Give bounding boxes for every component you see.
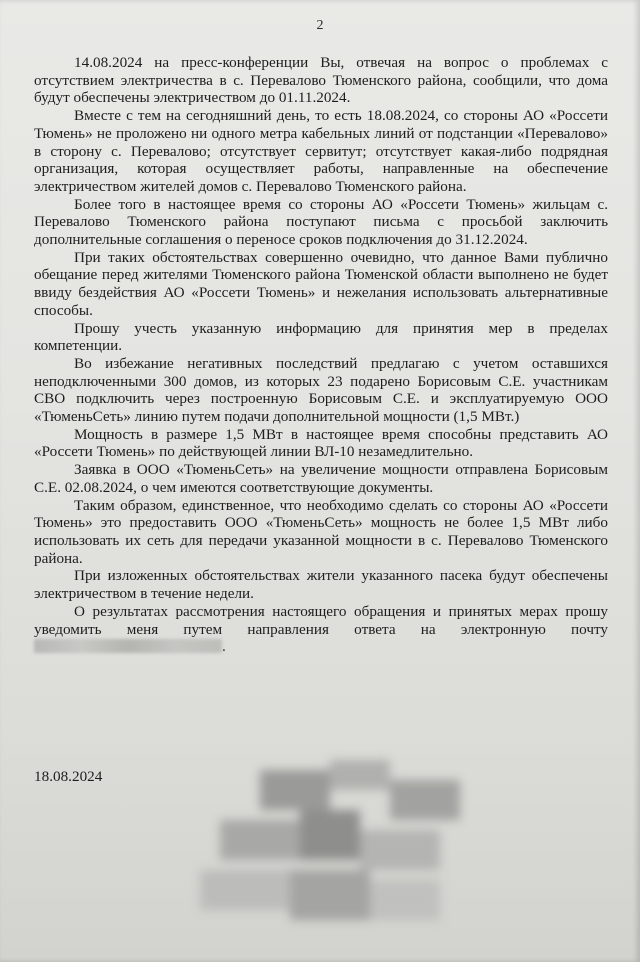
paragraph-2: Вместе с тем на сегодняшний день, то есть 18.08.2024, со стороны АО «Россети Тюмень» не проложено ни одного метра кабельных линий от подстанции «Перевалово» в сторону с. Перевалово; отсутствует сервитут; отсутствует какая-либо подрядная организация, которая осуществляет работы, направленные на обеспечение электричеством жителей домов с. Перевалово Тюменского района. [34,107,608,195]
page-number: 2 [316,18,324,33]
closing-period: . [222,638,226,656]
closing-request: О результатах рассмотрения настоящего обращения и принятых мерах прошу уведомить меня путем направления ответа на электронную почту [34,602,608,638]
paragraph-8: Заявка в ООО «ТюменьСеть» на увеличение мощности отправлена Борисовым С.Е. 02.08.2024, о чем имеются соответствующие документы. [34,461,608,496]
paragraph-5: Прошу учесть указанную информацию для принятия мер в пределах компетенции. [34,319,608,355]
paragraph-4: При таких обстоятельствах совершенно очевидно, что данное Вами публично обещание перед жителями Тюменского района Тюменской области выполнено не будет ввиду бездействия АО «Россети Тюмень» и нежелания использовать альтернативные способы. [34,248,608,319]
redacted-email [34,639,222,653]
redacted-signature [200,760,520,940]
letter-date: 18.08.2024 [34,768,103,785]
paragraph-1: 14.08.2024 на пресс-конференции Вы, отвечая на вопрос о проблемах с отсутствием электричества в с. Перевалово Тюменского района, сообщили, что дома будут обеспечены электричеством до 01.11.2024. [34,54,608,107]
paragraph-6: Во избежание негативных последствий предлагаю с учетом оставшихся неподключенными 300 домов, из которых 23 подарено Борисовым С.Е. участникам СВО подключить через построенную Борисовым С.Е. и эксплуатируемую ООО «ТюменьСеть» линию путем подачи дополнительной мощности (1,5 МВт.) [34,354,608,426]
paragraph-11 [34,603,608,656]
paragraph-7: Мощность в размере 1,5 МВт в настоящее время способны представить АО «Россети Тюмень» по действующей линии ВЛ-10 незамедлительно. [34,425,608,461]
paragraph-9: Таким образом, единственное, что необходимо сделать со стороны АО «Россети Тюмень» это предоставить ООО «ТюменьСеть» мощность не более 1,5 МВт либо использовать их сеть для передачи указанной мощности в с. Перевалово Тюменского района. [34,496,608,567]
paragraph-3: Более того в настоящее время со стороны АО «Россети Тюмень» жильцам с. Перевалово Тюменского района поступают письма с просьбой заключить дополнительные соглашения о переносе сроков подключения до 31.12.2024. [34,195,608,249]
paragraph-10: При изложенных обстоятельствах жители указанного пасека будут обеспечены электричеством в течение недели. [34,567,608,603]
letter-body [34,54,608,656]
